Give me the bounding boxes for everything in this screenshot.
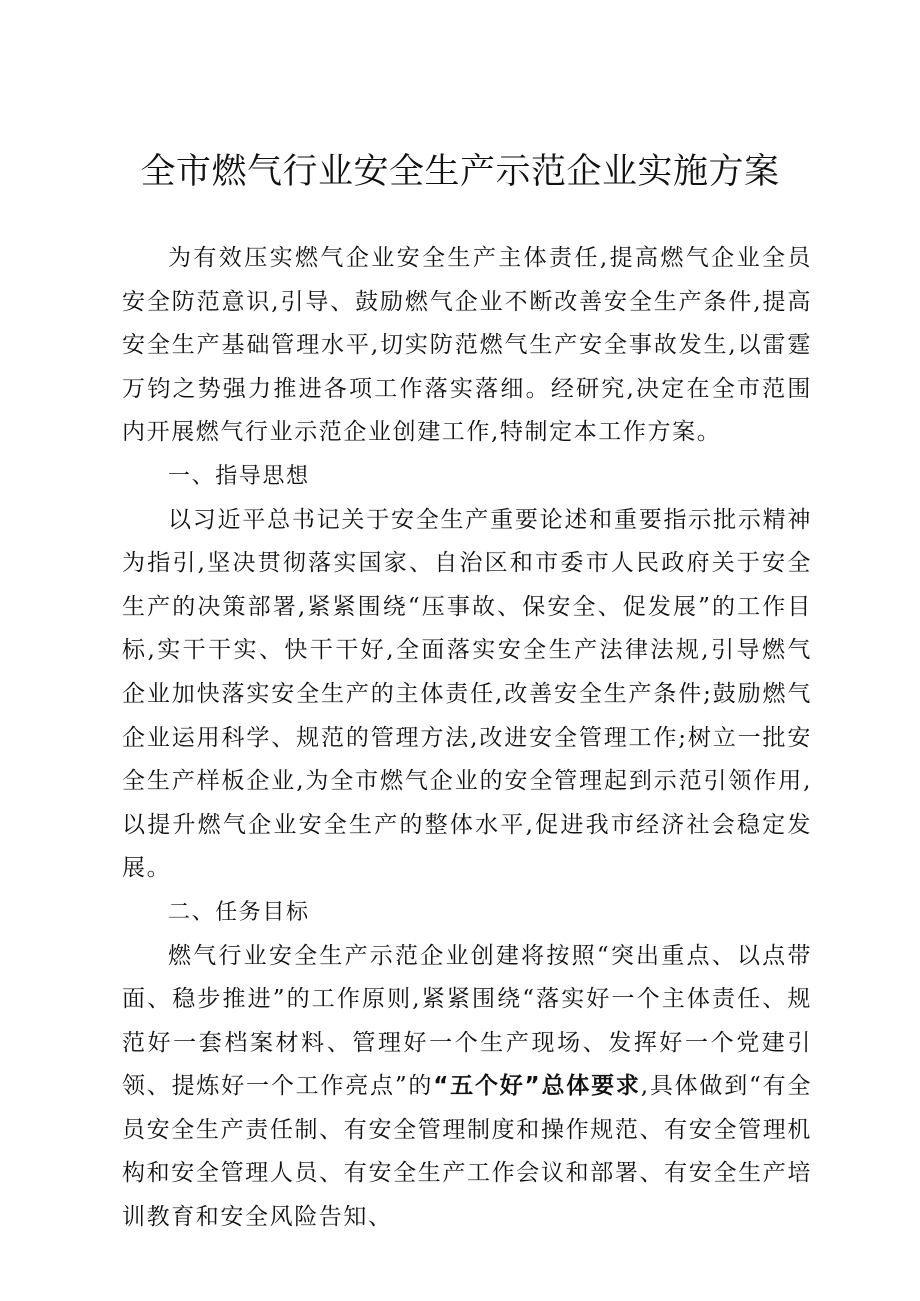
document-body [122,237,812,1240]
task-goals-text-part2: ,具体做到“有全员安全生产责任制、有安全管理制度和操作规范、有安全管理机构和安全管理人员、有安全生产工作会议和部署、有安全生产培训教育和安全风险告知、 [122,1073,813,1231]
section-heading-task-goals: 二、任务目标 [168,899,310,925]
guiding-ideology-paragraph: 以习近平总书记关于安全生产重要论述和重要指示批示精神为指引,坚决贯彻落实国家、自治区和市委市人民政府关于安全生产的决策部署,紧紧围绕“压事故、保安全、促发展”的工作目标,实干干实、快干干好,全面落实安全生产法律法规,引导燃气企业加快落实安全生产的主体责任,改善安全生产条件;鼓励燃气企业运用科学、规范的管理方法,改进安全管理工作;树立一批安全生产样板企业,为全市燃气企业的安全管理起到示范引领作用,以提升燃气企业安全生产的整体水平,促进我市经济社会稳定发展。 [122,506,812,882]
document-title: 全市燃气行业安全生产示范企业实施方案 [140,152,780,192]
task-goals-paragraph [122,935,812,1240]
task-goals-text-part1: 燃气行业安全生产示范企业创建将按照“突出重点、以点带面、稳步推进”的工作原则,紧紧围绕“落实好一个主体责任、规范好一套档案材料、管理好一个生产现场、发挥好一个党建引领、提炼好一个工作亮点”的 [122,942,812,1100]
five-goods-requirement: “五个好”总体要求 [433,1073,641,1100]
intro-paragraph: 为有效压实燃气企业安全生产主体责任,提高燃气企业全员安全防范意识,引导、鼓励燃气企业不断改善安全生产条件,提高安全生产基础管理水平,切实防范燃气生产安全事故发生,以雷霆万钧之势强力推进各项工作落实落细。经研究,决定在全市范围内开展燃气行业示范企业创建工作,特制定本工作方案。 [122,245,812,446]
section-heading-guiding-ideology: 一、指导思想 [168,463,310,489]
